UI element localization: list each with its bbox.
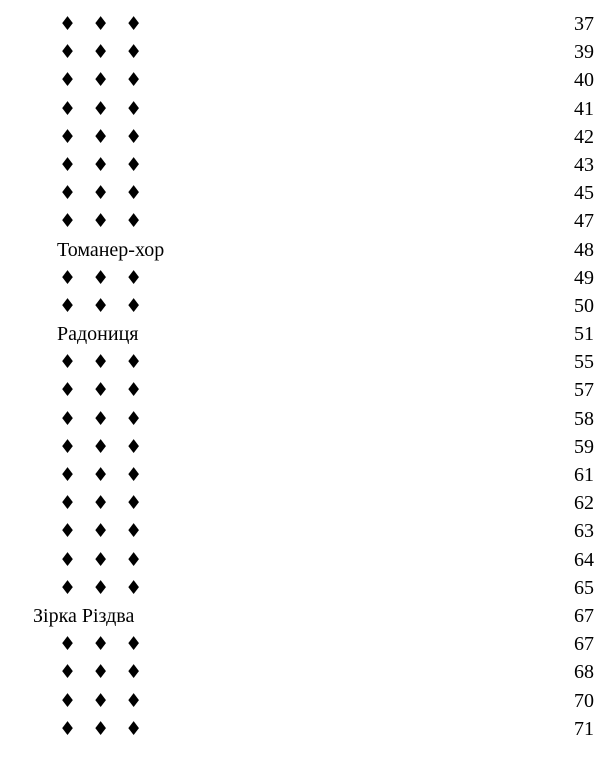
toc-entry (0, 151, 600, 179)
toc-entry (0, 292, 600, 320)
page-number: 71 (574, 717, 594, 740)
toc-entry (0, 348, 600, 376)
toc-entry (0, 461, 600, 489)
section-separator-ornament: ♦ ♦ ♦ (59, 379, 148, 402)
page-number: 70 (574, 689, 594, 712)
section-separator-ornament: ♦ ♦ ♦ (59, 210, 148, 233)
toc-entry (0, 376, 600, 404)
page-number: 62 (574, 492, 594, 515)
section-separator-ornament: ♦ ♦ ♦ (59, 69, 148, 92)
toc-entry (0, 574, 600, 602)
section-separator-ornament: ♦ ♦ ♦ (59, 294, 148, 317)
section-separator-ornament: ♦ ♦ ♦ (59, 351, 148, 374)
section-separator-ornament: ♦ ♦ ♦ (59, 182, 148, 205)
page-number: 67 (574, 633, 594, 656)
toc-entry (0, 630, 600, 658)
section-separator-ornament: ♦ ♦ ♦ (59, 13, 148, 35)
page-number: 57 (574, 379, 594, 402)
section-separator-ornament: ♦ ♦ ♦ (59, 125, 148, 148)
page-number: 40 (574, 69, 594, 92)
page-number: 42 (574, 125, 594, 148)
page-number: 37 (574, 13, 594, 35)
toc-entry (0, 602, 600, 630)
section-separator-ornament: ♦ ♦ ♦ (59, 266, 148, 289)
toc-entry (0, 405, 600, 433)
toc-entry (0, 687, 600, 715)
page-number: 48 (574, 238, 594, 261)
page-number: 64 (574, 548, 594, 571)
toc-entry (0, 38, 600, 66)
table-of-contents (0, 10, 600, 743)
section-separator-ornament: ♦ ♦ ♦ (59, 633, 148, 656)
section-separator-ornament: ♦ ♦ ♦ (59, 153, 148, 176)
page-number: 51 (574, 323, 594, 346)
toc-entry (0, 179, 600, 207)
toc-entry (0, 658, 600, 686)
toc-entry (0, 264, 600, 292)
entry-title: Радониця (57, 323, 139, 346)
section-separator-ornament: ♦ ♦ ♦ (59, 492, 148, 515)
toc-entry (0, 433, 600, 461)
page-number: 43 (574, 153, 594, 176)
page-number: 55 (574, 351, 594, 374)
section-separator-ornament: ♦ ♦ ♦ (59, 407, 148, 430)
page-number: 58 (574, 407, 594, 430)
page-number: 50 (574, 294, 594, 317)
section-separator-ornament: ♦ ♦ ♦ (59, 41, 148, 64)
toc-entry (0, 517, 600, 545)
page-number: 67 (574, 604, 594, 627)
page-number: 49 (574, 266, 594, 289)
page-number: 41 (574, 97, 594, 120)
page-number: 47 (574, 210, 594, 233)
section-separator-ornament: ♦ ♦ ♦ (59, 464, 148, 486)
page-number: 61 (574, 464, 594, 486)
section-separator-ornament: ♦ ♦ ♦ (59, 435, 148, 458)
toc-entry (0, 123, 600, 151)
section-separator-ornament: ♦ ♦ ♦ (59, 661, 148, 684)
toc-entry (0, 236, 600, 264)
toc-entry (0, 489, 600, 517)
section-separator-ornament: ♦ ♦ ♦ (59, 97, 148, 120)
toc-entry (0, 207, 600, 235)
toc-entry (0, 546, 600, 574)
toc-entry (0, 320, 600, 348)
toc-entry (0, 715, 600, 743)
page-number: 65 (574, 576, 594, 599)
entry-title: Томанер-хор (57, 238, 165, 261)
page-number: 63 (574, 520, 594, 543)
section-separator-ornament: ♦ ♦ ♦ (59, 689, 148, 712)
toc-entry (0, 66, 600, 94)
section-separator-ornament: ♦ ♦ ♦ (59, 576, 148, 599)
section-separator-ornament: ♦ ♦ ♦ (59, 717, 148, 740)
page-number: 39 (574, 41, 594, 64)
page-number: 45 (574, 182, 594, 205)
entry-title: Зірка Різдва (33, 604, 135, 627)
page-number: 59 (574, 435, 594, 458)
toc-entry (0, 10, 600, 38)
page-number: 68 (574, 661, 594, 684)
section-separator-ornament: ♦ ♦ ♦ (59, 520, 148, 543)
section-separator-ornament: ♦ ♦ ♦ (59, 548, 148, 571)
toc-entry (0, 95, 600, 123)
